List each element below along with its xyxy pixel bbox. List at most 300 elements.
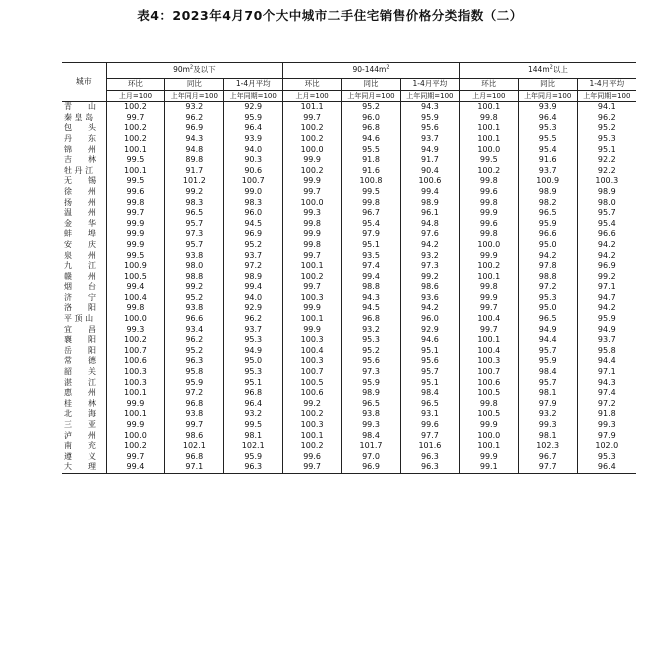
table-row [62,251,636,262]
index-value-cell: 96.1 [400,208,459,219]
index-value-cell: 94.2 [577,240,636,251]
index-value-cell: 100.3 [283,356,342,367]
index-value-cell: 95.3 [518,123,577,134]
index-value-cell: 93.9 [518,102,577,113]
index-value-cell: 98.8 [518,272,577,283]
index-value-cell: 100.7 [459,367,518,378]
index-value-cell: 96.6 [518,229,577,240]
city-name-cell: 北 海 [62,409,106,420]
index-value-cell: 99.5 [126,155,145,165]
index-value-cell: 98.9 [400,198,459,209]
index-value-cell: 99.6 [400,420,459,431]
index-value-cell: 100.1 [283,431,342,442]
index-value-cell: 99.6 [459,219,518,230]
index-value-cell: 95.3 [518,293,577,304]
index-value-cell: 98.3 [224,198,283,209]
sub-header-mom: 环比 [459,79,518,91]
index-value-cell: 94.9 [577,325,636,336]
index-value-cell: 98.4 [342,431,401,442]
index-value-cell: 99.7 [283,113,342,124]
index-value-cell: 89.8 [165,155,224,166]
index-value-cell: 94.5 [342,303,401,314]
index-value-cell: 99.4 [126,282,145,292]
index-value-cell: 100.1 [459,102,518,113]
city-name-cell: 温 州 [62,208,106,219]
index-value-cell: 100.3 [283,335,342,346]
index-value-cell: 93.8 [165,303,224,314]
index-value-cell: 96.5 [518,314,577,325]
index-value-cell: 96.4 [518,113,577,124]
city-name-cell: 宜 昌 [62,325,106,336]
index-value-cell: 95.3 [577,134,636,145]
index-value-cell: 95.7 [165,219,224,230]
index-value-cell: 98.6 [400,282,459,293]
city-name-cell: 韶 关 [62,367,106,378]
index-value-cell: 96.9 [224,229,283,240]
index-value-cell: 100.1 [459,272,518,283]
index-value-cell: 99.8 [126,197,145,207]
index-value-cell: 97.9 [577,431,636,442]
index-value-cell: 97.1 [577,367,636,378]
index-value-cell: 92.9 [224,303,283,314]
index-value-cell: 97.2 [224,261,283,272]
index-value-cell: 100.0 [283,198,342,209]
index-value-cell: 99.6 [126,186,145,196]
index-value-cell: 94.9 [400,145,459,156]
index-value-cell: 99.7 [165,420,224,431]
index-value-cell: 97.2 [577,399,636,410]
table-row [62,325,636,336]
index-value-cell: 100.0 [123,430,147,440]
index-value-cell: 99.9 [459,452,518,463]
index-value-cell: 90.4 [400,166,459,177]
index-value-cell: 95.1 [400,346,459,357]
index-value-cell: 94.8 [400,219,459,230]
index-value-cell: 98.9 [342,388,401,399]
index-value-cell: 99.8 [459,399,518,410]
index-value-cell: 99.9 [283,325,342,336]
index-value-cell: 98.0 [577,198,636,209]
index-value-cell: 100.1 [459,335,518,346]
index-value-cell: 93.4 [165,325,224,336]
index-value-cell: 94.9 [518,325,577,336]
base-header-prev-month: 上月=100 [459,90,518,102]
index-value-cell: 99.7 [459,303,518,314]
index-value-cell: 94.6 [400,335,459,346]
index-value-cell: 100.6 [283,388,342,399]
index-value-cell: 99.3 [577,420,636,431]
index-value-cell: 95.9 [518,356,577,367]
index-value-cell: 96.3 [400,452,459,463]
index-value-cell: 99.2 [400,272,459,283]
index-value-cell: 96.3 [400,462,459,473]
index-value-cell: 99.8 [459,229,518,240]
index-value-cell: 99.4 [106,462,165,473]
index-value-cell: 91.7 [400,155,459,166]
index-value-cell: 100.4 [283,346,342,357]
city-name-cell: 赣 州 [62,272,106,283]
index-value-cell: 100.1 [283,314,342,325]
city-name-cell: 惠 州 [62,388,106,399]
index-value-cell: 96.0 [224,208,283,219]
index-value-cell: 98.4 [400,388,459,399]
index-value-cell: 93.2 [224,409,283,420]
index-value-cell: 96.0 [342,113,401,124]
index-value-cell: 95.7 [577,208,636,219]
index-value-cell: 100.1 [123,144,147,154]
index-value-cell: 93.7 [400,134,459,145]
base-header-prev-year-period: 上年同期=100 [400,90,459,102]
index-value-cell: 94.2 [518,251,577,262]
table-row [62,145,636,156]
index-value-cell: 100.2 [459,261,518,272]
index-value-cell: 95.4 [342,219,401,230]
city-name-cell: 泉 州 [62,251,106,262]
index-value-cell: 95.0 [518,240,577,251]
index-value-cell: 100.5 [283,378,342,389]
index-value-cell: 100.0 [459,431,518,442]
index-value-cell: 99.7 [283,251,342,262]
index-value-cell: 96.9 [342,462,401,473]
index-value-cell: 100.6 [400,176,459,187]
table-row [62,208,636,219]
index-value-cell: 94.0 [224,145,283,156]
index-value-cell: 94.2 [400,303,459,314]
index-value-cell: 99.7 [283,187,342,198]
index-value-cell: 92.2 [577,155,636,166]
index-value-cell: 99.9 [126,420,145,429]
index-value-cell: 99.8 [459,176,518,187]
table-row [62,452,636,463]
index-value-cell: 94.7 [577,293,636,304]
index-value-cell: 91.7 [165,166,224,177]
table-row [62,176,636,187]
index-value-cell: 99.8 [126,303,145,313]
city-name-cell: 吉 林 [62,155,106,166]
city-name-cell: 徐 州 [62,187,106,198]
index-value-cell: 98.8 [342,282,401,293]
index-value-cell: 99.7 [459,325,518,336]
index-value-cell: 93.9 [224,134,283,145]
index-value-cell: 93.7 [518,166,577,177]
index-value-cell: 96.5 [165,208,224,219]
index-value-cell: 101.2 [165,176,224,187]
sub-header-avg: 1-4月平均 [577,79,636,91]
index-value-cell: 99.4 [400,187,459,198]
index-value-cell: 99.9 [126,229,145,239]
index-value-cell: 96.4 [224,399,283,410]
base-header-prev-year-month: 上年同月=100 [165,90,224,102]
table-row [62,399,636,410]
index-value-cell: 99.2 [165,187,224,198]
index-value-cell: 100.2 [459,166,518,177]
index-value-cell: 98.0 [165,261,224,272]
index-value-cell: 97.4 [577,388,636,399]
index-value-cell: 100.7 [123,345,147,355]
index-value-cell: 96.6 [577,229,636,240]
index-value-cell: 100.5 [459,409,518,420]
index-value-cell: 94.4 [577,356,636,367]
index-value-cell: 99.5 [342,187,401,198]
table-row [62,240,636,251]
index-value-cell: 100.6 [459,378,518,389]
table-row [62,261,636,272]
index-value-cell: 91.6 [342,166,401,177]
index-value-cell: 99.4 [342,272,401,283]
index-value-cell: 97.2 [518,282,577,293]
table-row [62,187,636,198]
index-value-cell: 95.7 [400,367,459,378]
group-header-small: $90m^2$及以下 [106,63,283,79]
sub-header-mom: 环比 [283,79,342,91]
index-value-cell: 101.6 [400,441,459,452]
index-value-cell: 96.9 [577,261,636,272]
index-value-cell: 95.9 [577,314,636,325]
index-value-cell: 102.1 [224,441,283,452]
index-value-cell: 99.9 [283,229,342,240]
index-value-cell: 95.2 [577,123,636,134]
index-value-cell: 100.3 [283,420,342,431]
city-name-cell: 南 充 [62,441,106,452]
index-value-cell: 99.9 [126,398,145,408]
index-value-cell: 95.2 [165,346,224,357]
table-row [62,335,636,346]
price-index-table-container [62,62,636,474]
index-value-cell: 99.9 [459,208,518,219]
index-value-cell: 90.6 [224,166,283,177]
index-value-cell: 91.8 [577,409,636,420]
index-value-cell: 95.3 [224,335,283,346]
index-value-cell: 100.2 [283,134,342,145]
table-row [62,367,636,378]
table-row [62,378,636,389]
index-value-cell: 96.2 [224,314,283,325]
index-value-cell: 99.0 [224,187,283,198]
index-value-cell: 99.8 [283,219,342,230]
index-value-cell: 93.2 [400,251,459,262]
index-value-cell: 101.7 [342,441,401,452]
index-value-cell: 95.1 [400,378,459,389]
index-value-cell: 94.8 [165,145,224,156]
city-name-cell: 洛 阳 [62,303,106,314]
index-value-cell: 100.1 [459,134,518,145]
index-value-cell: 98.1 [518,431,577,442]
city-name-cell: 青 山 [62,102,106,113]
index-value-cell: 98.4 [518,367,577,378]
index-value-cell: 95.1 [342,240,401,251]
index-value-cell: 99.7 [283,282,342,293]
index-value-cell: 92.9 [224,102,283,113]
index-value-cell: 95.9 [224,452,283,463]
page-title: 表4：2023年4月70个大中城市二手住宅销售价格分类指数（二） [137,8,523,23]
sub-header-yoy: 同比 [342,79,401,91]
index-value-cell: 98.2 [518,198,577,209]
base-header-prev-month: 上月=100 [283,90,342,102]
index-value-cell: 100.1 [283,261,342,272]
index-value-cell: 95.7 [518,378,577,389]
index-value-cell: 94.3 [342,293,401,304]
index-value-cell: 95.0 [518,303,577,314]
index-value-cell: 95.9 [400,113,459,124]
index-value-cell: 95.6 [400,356,459,367]
index-value-cell: 97.0 [342,452,401,463]
index-value-cell: 93.7 [224,251,283,262]
table-row [62,314,636,325]
index-value-cell: 96.5 [342,399,401,410]
index-value-cell: 91.8 [342,155,401,166]
index-value-cell: 96.9 [165,123,224,134]
index-value-cell: 92.2 [577,166,636,177]
city-name-cell: 牡 丹 江 [62,166,106,177]
city-name-cell: 无 锡 [62,176,106,187]
city-name-cell: 遵 义 [62,452,106,463]
index-value-cell: 97.3 [165,229,224,240]
index-value-cell: 95.1 [224,378,283,389]
index-value-cell: 100.5 [459,388,518,399]
index-value-cell: 100.3 [577,176,636,187]
index-value-cell: 97.2 [165,388,224,399]
index-value-cell: 95.2 [224,240,283,251]
index-value-cell: 95.9 [224,113,283,124]
index-value-cell: 99.2 [283,399,342,410]
index-value-cell: 96.6 [165,314,224,325]
index-value-cell: 96.4 [577,462,636,473]
index-value-cell: 100.1 [459,441,518,452]
index-value-cell: 99.7 [283,462,342,473]
index-value-cell: 95.9 [342,378,401,389]
city-column-header: 城市 [62,63,106,102]
index-value-cell: 94.1 [577,102,636,113]
index-value-cell: 93.8 [165,409,224,420]
city-name-cell: 平 顶 山 [62,314,106,325]
index-value-cell: 96.3 [165,356,224,367]
index-value-cell: 100.2 [123,102,147,112]
index-value-cell: 94.6 [342,134,401,145]
table-row [62,198,636,209]
index-value-cell: 99.5 [224,420,283,431]
index-value-cell: 97.7 [518,462,577,473]
city-name-cell: 金 华 [62,219,106,230]
index-value-cell: 96.8 [165,452,224,463]
index-value-cell: 99.3 [283,208,342,219]
city-name-cell: 襄 阳 [62,335,106,346]
city-name-cell: 大 理 [62,462,106,473]
sub-header-yoy: 同比 [518,79,577,91]
index-value-cell: 93.2 [165,102,224,113]
index-value-cell: 95.3 [577,452,636,463]
index-value-cell: 95.9 [165,378,224,389]
index-value-cell: 93.2 [342,325,401,336]
index-value-cell: 99.1 [459,462,518,473]
group-header-large: $144m^2$以上 [459,63,636,79]
sub-header-mom: 环比 [106,79,165,91]
index-value-cell: 95.5 [342,145,401,156]
index-value-cell: 100.4 [123,292,147,302]
index-value-cell: 94.0 [224,293,283,304]
index-value-cell: 100.1 [459,123,518,134]
city-name-cell: 锦 州 [62,145,106,156]
index-value-cell: 99.2 [165,282,224,293]
index-value-cell: 94.3 [165,134,224,145]
index-value-cell: 95.7 [165,240,224,251]
index-value-cell: 94.4 [518,335,577,346]
city-name-cell: 丹 东 [62,134,106,145]
index-value-cell: 95.5 [518,134,577,145]
index-value-cell: 96.0 [400,314,459,325]
index-value-cell: 94.2 [577,303,636,314]
index-value-cell: 100.2 [283,123,342,134]
index-value-cell: 99.7 [126,451,145,461]
index-value-cell: 99.8 [459,198,518,209]
city-name-cell: 蚌 埠 [62,229,106,240]
index-value-cell: 94.9 [224,346,283,357]
index-value-cell: 98.3 [165,198,224,209]
index-value-cell: 98.1 [518,388,577,399]
city-name-cell: 济 宁 [62,293,106,304]
index-value-cell: 97.9 [342,229,401,240]
table-row [62,441,636,452]
table-row [62,123,636,134]
city-name-cell: 桂 林 [62,399,106,410]
city-name-cell: 安 庆 [62,240,106,251]
index-value-cell: 99.9 [459,420,518,431]
index-value-cell: 90.3 [224,155,283,166]
index-value-cell: 95.2 [342,346,401,357]
sub-header-avg: 1-4月平均 [400,79,459,91]
city-name-cell: 岳 阳 [62,346,106,357]
index-value-cell: 93.7 [577,335,636,346]
index-value-cell: 99.9 [283,176,342,187]
index-value-cell: 100.7 [224,176,283,187]
table-header [62,63,636,102]
index-value-cell: 100.3 [123,377,147,387]
index-value-cell: 97.6 [400,229,459,240]
index-value-cell: 102.0 [577,441,636,452]
index-value-cell: 100.2 [283,272,342,283]
table-row [62,409,636,420]
city-name-cell: 九 江 [62,261,106,272]
index-value-cell: 96.7 [518,452,577,463]
index-value-cell: 100.2 [123,335,147,345]
base-header-prev-month: 上月=100 [106,90,165,102]
index-value-cell: 95.1 [577,145,636,156]
index-value-cell: 100.2 [283,166,342,177]
index-value-cell: 100.8 [342,176,401,187]
index-value-cell: 99.9 [126,239,145,249]
index-value-cell: 99.9 [459,293,518,304]
index-value-cell: 100.1 [123,388,147,398]
table-row [62,155,636,166]
table-row [62,462,636,473]
table-row [62,282,636,293]
index-value-cell: 97.3 [342,367,401,378]
index-value-cell: 95.8 [165,367,224,378]
index-value-cell: 99.3 [126,324,145,334]
index-value-cell: 95.6 [342,356,401,367]
index-value-cell: 100.4 [459,346,518,357]
index-value-cell: 94.3 [577,378,636,389]
index-value-cell: 99.3 [342,420,401,431]
sub-header-avg: 1-4月平均 [224,79,283,91]
index-value-cell: 93.2 [518,409,577,420]
table-row [62,346,636,357]
city-name-cell: 常 德 [62,356,106,367]
index-value-cell: 100.2 [283,441,342,452]
index-value-cell: 99.5 [459,155,518,166]
index-value-cell: 97.7 [400,431,459,442]
index-value-cell: 97.1 [577,282,636,293]
index-value-cell: 95.3 [342,335,401,346]
